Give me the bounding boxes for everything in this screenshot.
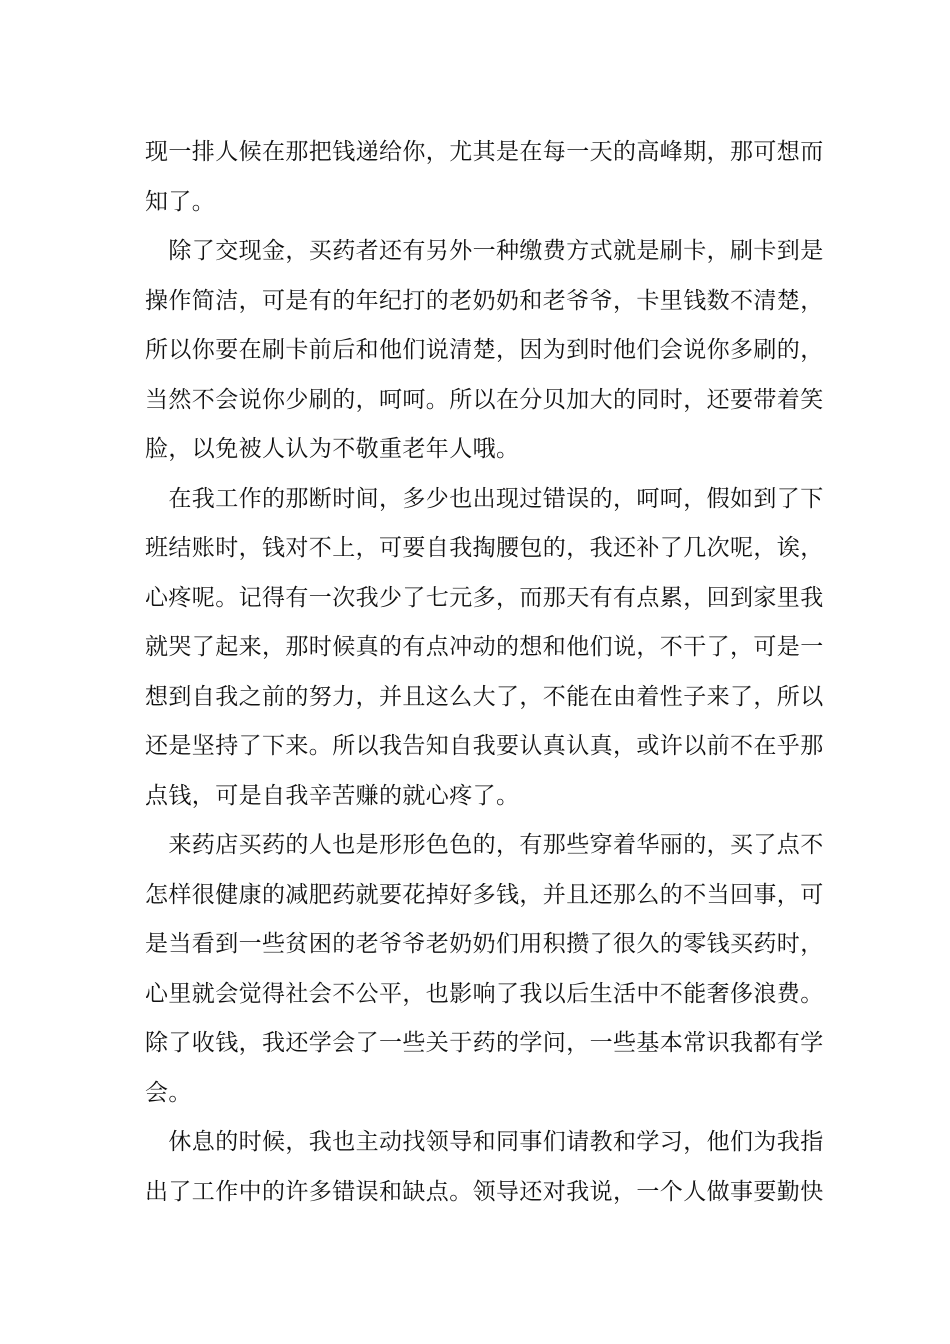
text-line: 班结账时，钱对不上，可要自我掏腰包的，我还补了几次呢，诶， [145, 535, 824, 561]
text-line: 在我工作的那断时间，多少也出现过错误的，呵呵，假如到了下 [145, 485, 824, 512]
text-line: 脸，以免被人认为不敬重老年人哦。 [145, 436, 520, 462]
text-line: 休息的时候，我也主动找领导和同事们请教和学习，他们为我指 [145, 1129, 824, 1155]
text-line: 知了。 [145, 188, 216, 215]
text-line: 怎样很健康的减肥药就要花掉好多钱，并且还那么的不当回事，可 [145, 881, 824, 908]
text-line: 除了交现金，买药者还有另外一种缴费方式就是刷卡，刷卡到是 [145, 238, 824, 264]
text-line: 心里就会觉得社会不公平，也影响了我以后生活中不能奢侈浪费。 [145, 980, 824, 1007]
text-line: 想到自我之前的努力，并且这么大了，不能在由着性子来了，所以 [145, 683, 824, 710]
text-line: 操作简洁，可是有的年纪打的老奶奶和老爷爷，卡里钱数不清楚， [145, 287, 824, 314]
text-line: 当然不会说你少刷的，呵呵。所以在分贝加大的同时，还要带着笑 [145, 386, 824, 413]
text-line: 点钱，可是自我辛苦赚的就心疼了。 [145, 782, 520, 809]
text-line: 现一排人候在那把钱递给你，尤其是在每一天的高峰期，那可想而 [145, 139, 824, 165]
text-line: 来药店买药的人也是形形色色的，有那些穿着华丽的，买了点不 [145, 832, 824, 858]
body-text [145, 128, 824, 1217]
text-line: 是当看到一些贫困的老爷爷老奶奶们用积攒了很久的零钱买药时， [145, 931, 824, 957]
text-line: 还是坚持了下来。所以我告知自我要认真认真，或许以前不在乎那 [145, 733, 824, 759]
text-line: 除了收钱，我还学会了一些关于药的学问，一些基本常识我都有学 [145, 1030, 824, 1056]
text-line: 心疼呢。记得有一次我少了七元多，而那天有有点累，回到家里我 [145, 584, 824, 611]
text-line: 所以你要在刷卡前后和他们说清楚，因为到时他们会说你多刷的， [145, 337, 824, 363]
text-line: 会。 [145, 1079, 192, 1106]
text-line: 出了工作中的许多错误和缺点。领导还对我说，一个人做事要勤快 [145, 1178, 824, 1205]
text-line: 就哭了起来，那时候真的有点冲动的想和他们说，不干了，可是一 [145, 634, 824, 660]
